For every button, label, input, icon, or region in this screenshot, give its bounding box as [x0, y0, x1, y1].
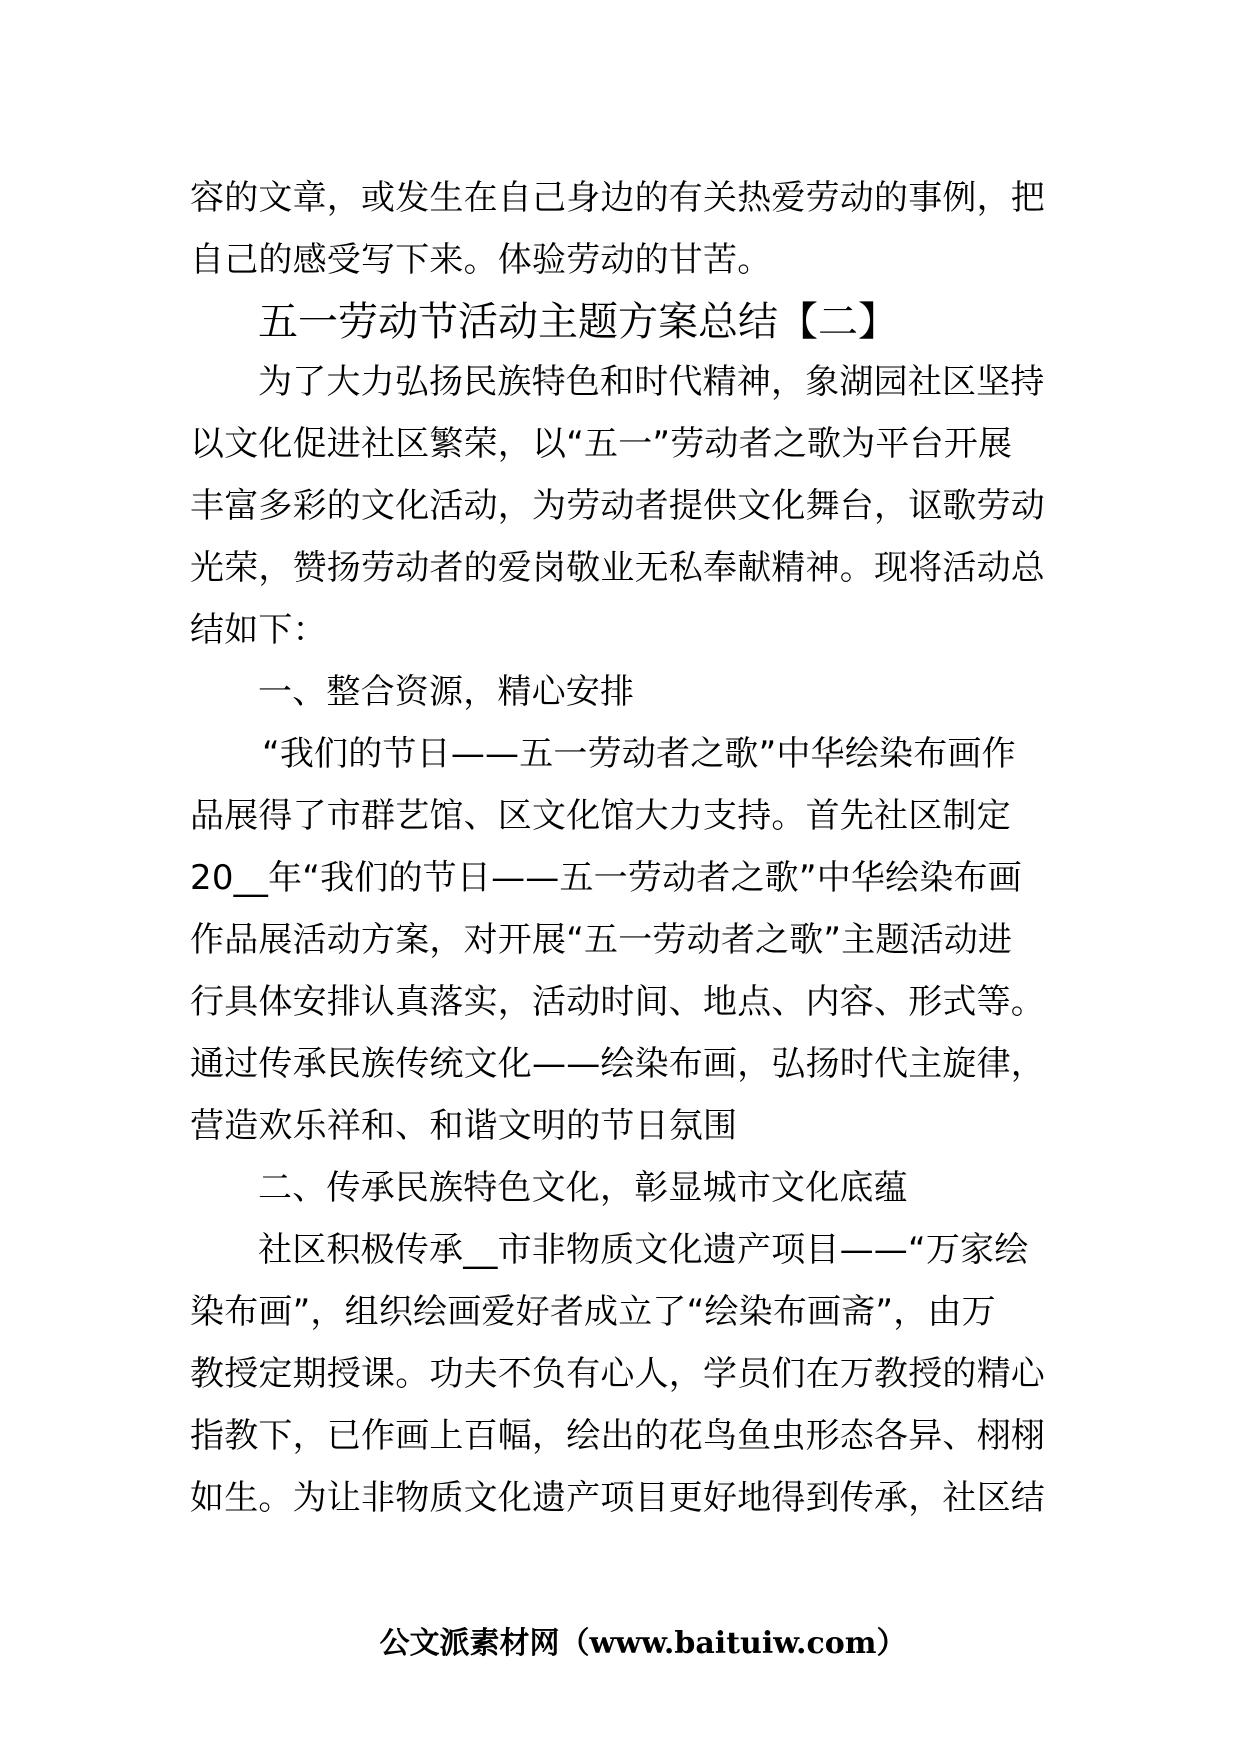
- intro-line-1: 容的文章，或发生在自己身边的有关热爱劳动的事例，把: [190, 178, 1045, 218]
- para1-line-1: 为了大力弘扬民族特色和时代精神，象湖园社区坚持: [258, 362, 1045, 402]
- para2-line-4: 作品展活动方案，对开展“五一劳动者之歌”主题活动进: [190, 920, 1013, 960]
- section-heading-1: 一、整合资源，精心安排: [258, 672, 635, 712]
- intro-line-2: 自己的感受写下来。体验劳动的甘苦。: [190, 240, 772, 280]
- para1-line-4: 光荣，赞扬劳动者的爱岗敬业无私奉献精神。现将活动总: [190, 548, 1045, 588]
- footer: [0, 1626, 1240, 1662]
- para2-line-1: “我们的节日——五一劳动者之歌”中华绘染布画作: [262, 734, 1016, 774]
- para3-line-5: 如生。为让非物质文化遗产项目更好地得到传承，社区结: [190, 1478, 1045, 1518]
- para1-line-2: 以文化促进社区繁荣，以“五一”劳动者之歌为平台开展: [190, 424, 1013, 464]
- para1-line-5: 结如下：: [190, 610, 327, 650]
- para3-line-3: 教授定期授课。功夫不负有心人，学员们在万教授的精心: [190, 1354, 1045, 1394]
- para3-line-4: 指教下，已作画上百幅，绘出的花鸟鱼虫形态各异、栩栩: [190, 1416, 1045, 1456]
- section-heading-2: 二、传承民族特色文化，彰显城市文化底蕴: [258, 1168, 908, 1208]
- para2-line-6: 通过传承民族传统文化——绘染布画，弘扬时代主旋律，: [190, 1044, 1045, 1084]
- para3-line-2: 染布画”，组织绘画爱好者成立了“绘染布画斋”，由万: [190, 1292, 996, 1332]
- para3-line-1: 社区积极传承__市非物质文化遗产项目——“万家绘: [258, 1230, 1029, 1270]
- para2-line-3: 20__年“我们的节日——五一劳动者之歌”中华绘染布画: [190, 858, 1022, 898]
- document-title: 五一劳动节活动主题方案总结【二】: [258, 299, 898, 345]
- para2-line-5: 行具体安排认真落实，活动时间、地点、内容、形式等。: [190, 982, 1045, 1022]
- footer-site-text: 公文派素材网（www.baituiw.com）: [379, 1626, 907, 1661]
- para1-line-3: 丰富多彩的文化活动，为劳动者提供文化舞台，讴歌劳动: [190, 486, 1045, 526]
- para2-line-7: 营造欢乐祥和、和谐文明的节日氛围: [190, 1106, 738, 1146]
- para2-line-2: 品展得了市群艺馆、区文化馆大力支持。首先社区制定: [190, 796, 1011, 836]
